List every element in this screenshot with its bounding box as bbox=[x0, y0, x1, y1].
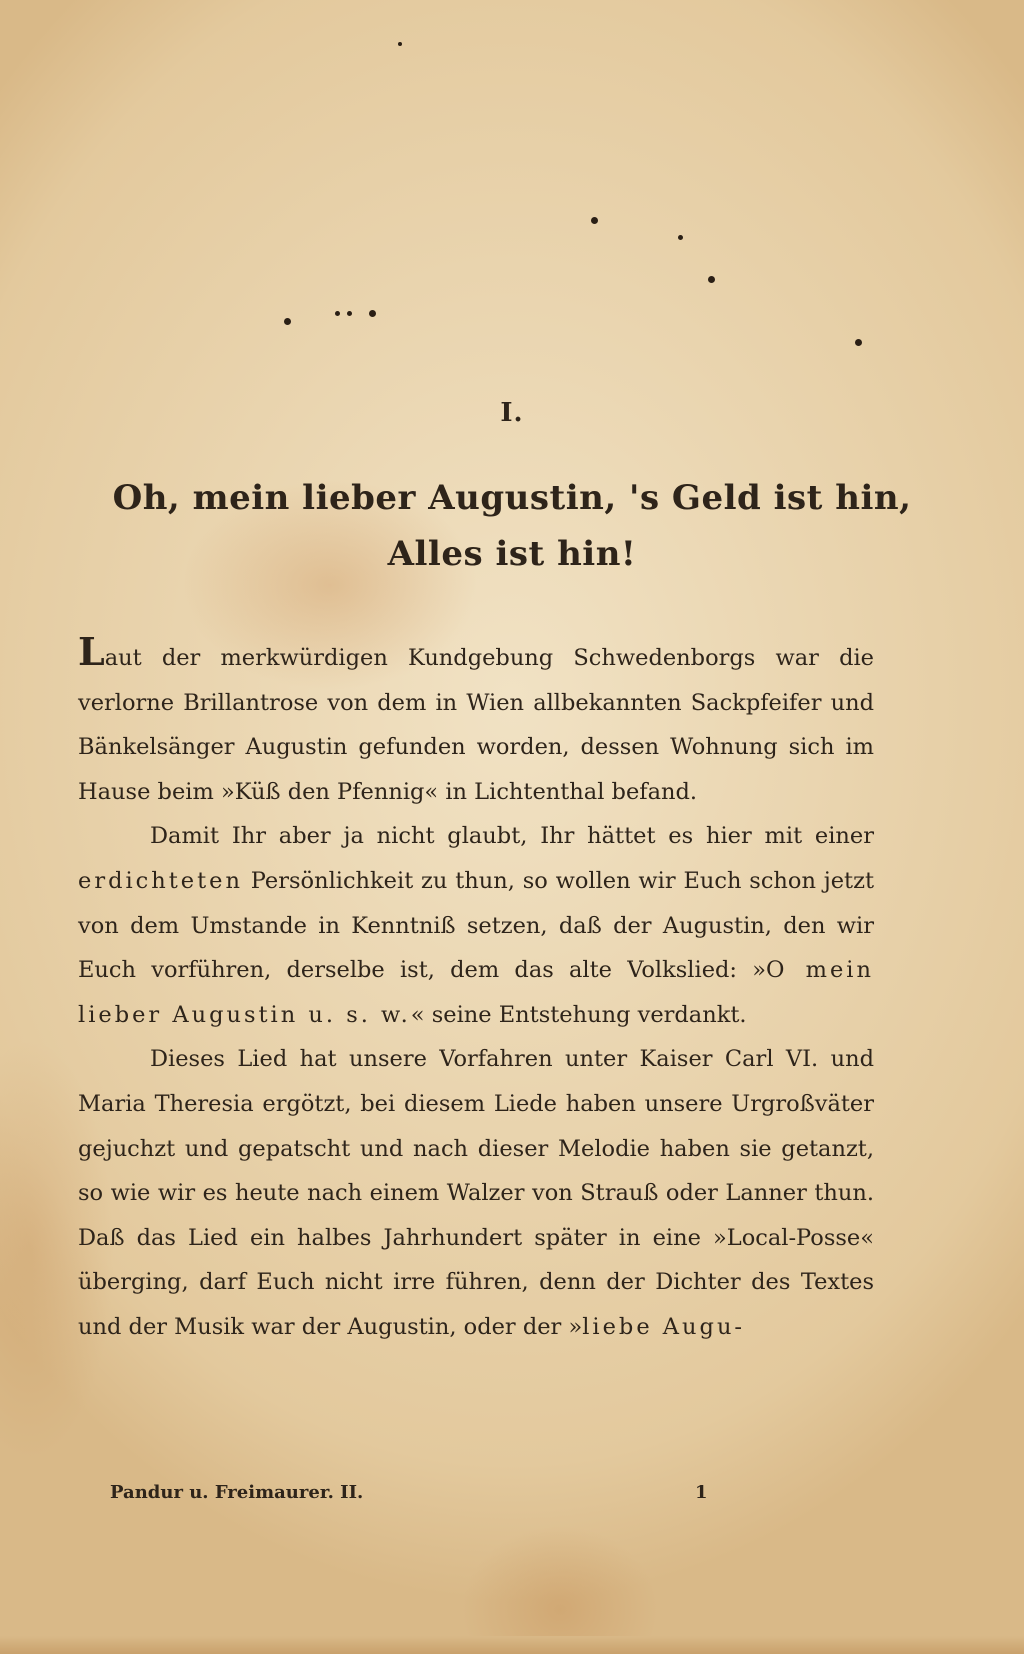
paragraph-text: aut der merkwürdigen Kundgebung Schwedenborgs war die verlorne Brillantrose von dem in Wien allbekannten Sackpfeifer und Bänkelsänger Augustin gefunden worden, dessen Wohnung sich im Hause beim »Küß den Pfennig« in Lichtenthal befand. bbox=[78, 645, 874, 805]
page-edge bbox=[0, 1636, 1024, 1654]
signature-mark: Pandur u. Freimaurer. II. bbox=[110, 1482, 364, 1503]
paragraph-text: Damit Ihr aber ja nicht glaubt, Ihr hättet es hier mit einer bbox=[150, 823, 874, 850]
paragraph-2 bbox=[78, 814, 874, 1037]
paragraph-text: Persönlichkeit zu thun, so wollen wir Euch schon jetzt von dem Umstande in Kenntniß setzen, daß der Augustin, den wir Euch vorführen, derselbe ist, dem das alte Volkslied: » bbox=[78, 867, 874, 984]
ink-speck bbox=[335, 311, 340, 316]
emphasized-text: O mein lieber Augustin u. s. w. bbox=[78, 957, 874, 1028]
paragraph-1 bbox=[78, 629, 874, 814]
drop-cap: L bbox=[78, 629, 105, 674]
emphasized-text: erdichteten bbox=[78, 867, 243, 894]
chapter-title: Oh, mein lieber Augustin, 's Geld ist hin, Alles ist hin! bbox=[112, 478, 912, 574]
ink-speck bbox=[855, 339, 862, 346]
ink-speck bbox=[398, 42, 402, 46]
ink-speck bbox=[708, 276, 715, 283]
ink-speck bbox=[369, 310, 376, 317]
ink-speck bbox=[284, 318, 291, 325]
section-number: I. bbox=[500, 398, 524, 428]
paragraph-text: « seine Entstehung verdankt. bbox=[410, 1001, 747, 1028]
ink-speck bbox=[678, 235, 683, 240]
page-number: 1 bbox=[695, 1482, 708, 1503]
paragraph-text: Dieses Lied hat unsere Vorfahren unter Kaiser Carl VI. und Maria Theresia ergötzt, bei diesem Liede haben unsere Urgroßväter gejuchzt und gepatscht und nach dieser Melodie haben sie getanzt, so wie wir es heute nach einem Walzer von Strauß oder Lanner thun. Daß das Lied ein halbes Jahrhundert später in eine »Local-Posse« überging, darf Euch nicht irre führen, denn der Dichter des Textes und der Musik war der Augustin, oder der » bbox=[78, 1046, 874, 1340]
ink-speck bbox=[347, 311, 352, 316]
ink-speck bbox=[591, 217, 598, 224]
emphasized-text: liebe Augu- bbox=[582, 1313, 746, 1340]
paragraph-3 bbox=[78, 1037, 874, 1349]
body-text bbox=[78, 629, 874, 1350]
